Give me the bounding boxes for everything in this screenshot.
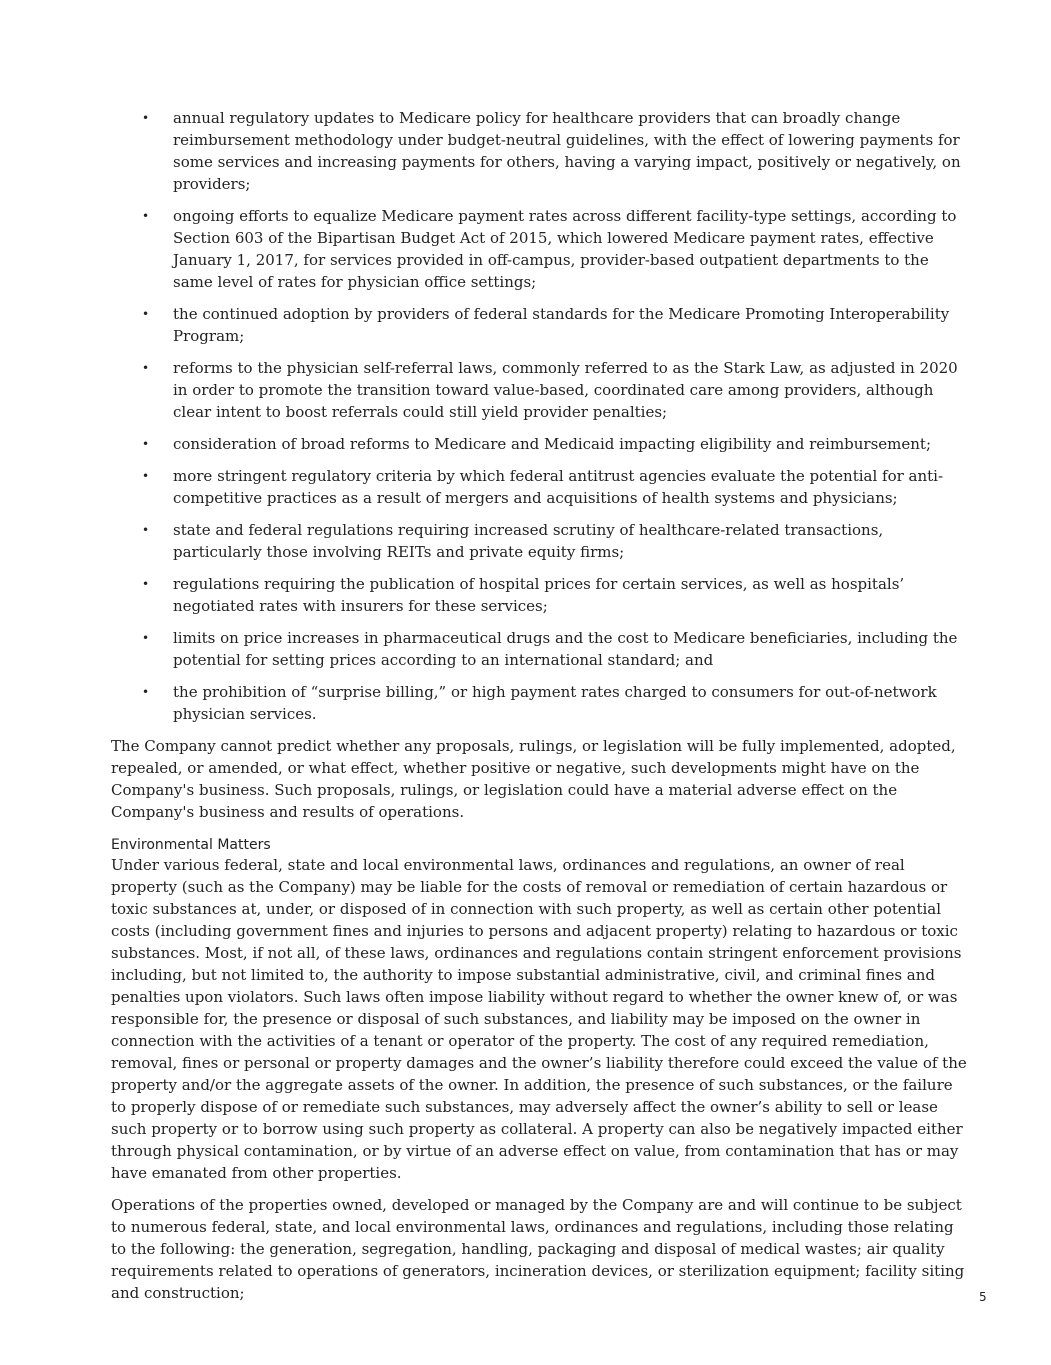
list-item-text: limits on price increases in pharmaceutical drugs and the cost to Medicare beneficiaries, including the potential for setting prices according to an international standard; and	[173, 629, 958, 669]
list-item-text: the prohibition of “surprise billing,” or high payment rates charged to consumers for out-of-network physician services.	[173, 683, 937, 723]
list-item-text: ongoing efforts to equalize Medicare payment rates across different facility-type settings, according to Section 603 of the Bipartisan Budget Act of 2015, which lowered Medicare payment rates, effective January 1, 2017, for services provided in off-campus, provider-based outpatient departments to the same level of rates for physician office settings;	[173, 207, 957, 291]
bullet-marker: •	[142, 361, 150, 375]
list-item-text: state and federal regulations requiring increased scrutiny of healthcare-related transactions, particularly those involving REITs and private equity firms;	[173, 521, 884, 561]
list-item-text: reforms to the physician self-referral laws, commonly referred to as the Stark Law, as adjusted in 2020 in order to promote the transition toward value-based, coordinated care among providers, although clear intent to boost referrals could still yield provider penalties;	[173, 359, 958, 421]
list-item	[111, 681, 969, 725]
bullet-marker: •	[142, 523, 150, 537]
bullet-marker: •	[142, 437, 150, 451]
list-item-text: the continued adoption by providers of federal standards for the Medicare Promoting Interoperability Program;	[173, 305, 950, 345]
page-number: 5	[979, 1290, 987, 1304]
list-item	[111, 519, 969, 563]
regulatory-bullet-list	[111, 107, 969, 725]
bullet-marker: •	[142, 577, 150, 591]
list-item	[111, 357, 969, 423]
environmental-matters-heading: Environmental Matters	[111, 837, 271, 853]
bullet-marker: •	[142, 307, 150, 321]
bullet-marker: •	[142, 631, 150, 645]
list-item	[111, 303, 969, 347]
list-item-text: annual regulatory updates to Medicare policy for healthcare providers that can broadly change reimbursement methodology under budget-neutral guidelines, with the effect of lowering payments for some services and increasing payments for others, having a varying impact, positively or negatively, on providers;	[173, 109, 961, 193]
bullet-marker: •	[142, 111, 150, 125]
document-page	[111, 107, 969, 1314]
bullet-marker: •	[142, 685, 150, 699]
outlook-paragraph: The Company cannot predict whether any proposals, rulings, or legislation will be fully implemented, adopted, repealed, or amended, or what effect, whether positive or negative, such developments might have on the Company's business. Such proposals, rulings, or legislation could have a material adverse effect on the Company's business and results of operations.	[111, 737, 956, 821]
bullet-marker: •	[142, 469, 150, 483]
list-item-text: consideration of broad reforms to Medicare and Medicaid impacting eligibility and reimbursement;	[173, 435, 932, 453]
list-item-text: more stringent regulatory criteria by which federal antitrust agencies evaluate the potential for anti-competitive practices as a result of mergers and acquisitions of health systems and physicians;	[173, 467, 944, 507]
list-item	[111, 433, 969, 455]
list-item	[111, 107, 969, 195]
list-item	[111, 573, 969, 617]
list-item	[111, 205, 969, 293]
environmental-paragraph-2: Operations of the properties owned, developed or managed by the Company are and will continue to be subject to numerous federal, state, and local environmental laws, ordinances and regulations, including those relating to the following: the generation, segregation, handling, packaging and disposal of medical wastes; air quality requirements related to operations of generators, incineration devices, or sterilization equipment; facility siting and construction;	[111, 1196, 965, 1302]
environmental-paragraph-1: Under various federal, state and local environmental laws, ordinances and regulations, an owner of real property (such as the Company) may be liable for the costs of removal or remediation of certain hazardous or toxic substances at, under, or disposed of in connection with such property, as well as certain other potential costs (including government fines and injuries to persons and adjacent property) relating to hazardous or toxic substances. Most, if not all, of these laws, ordinances and regulations contain stringent enforcement provisions including, but not limited to, the authority to impose substantial administrative, civil, and criminal fines and penalties upon violators. Such laws often impose liability without regard to whether the owner knew of, or was responsible for, the presence or disposal of such substances, and liability may be imposed on the owner in connection with the activities of a tenant or operator of the property. The cost of any required remediation, removal, fines or personal or property damages and the owner’s liability therefore could exceed the value of the property and/or the aggregate assets of the owner. In addition, the presence of such substances, or the failure to properly dispose of or remediate such substances, may adversely affect the owner’s ability to sell or lease such property or to borrow using such property as collateral. A property can also be negatively impacted either through physical contamination, or by virtue of an adverse effect on value, from contamination that has or may have emanated from other properties.	[111, 856, 967, 1182]
list-item-text: regulations requiring the publication of hospital prices for certain services, as well as hospitals’ negotiated rates with insurers for these services;	[173, 575, 905, 615]
list-item	[111, 465, 969, 509]
list-item	[111, 627, 969, 671]
bullet-marker: •	[142, 209, 150, 223]
